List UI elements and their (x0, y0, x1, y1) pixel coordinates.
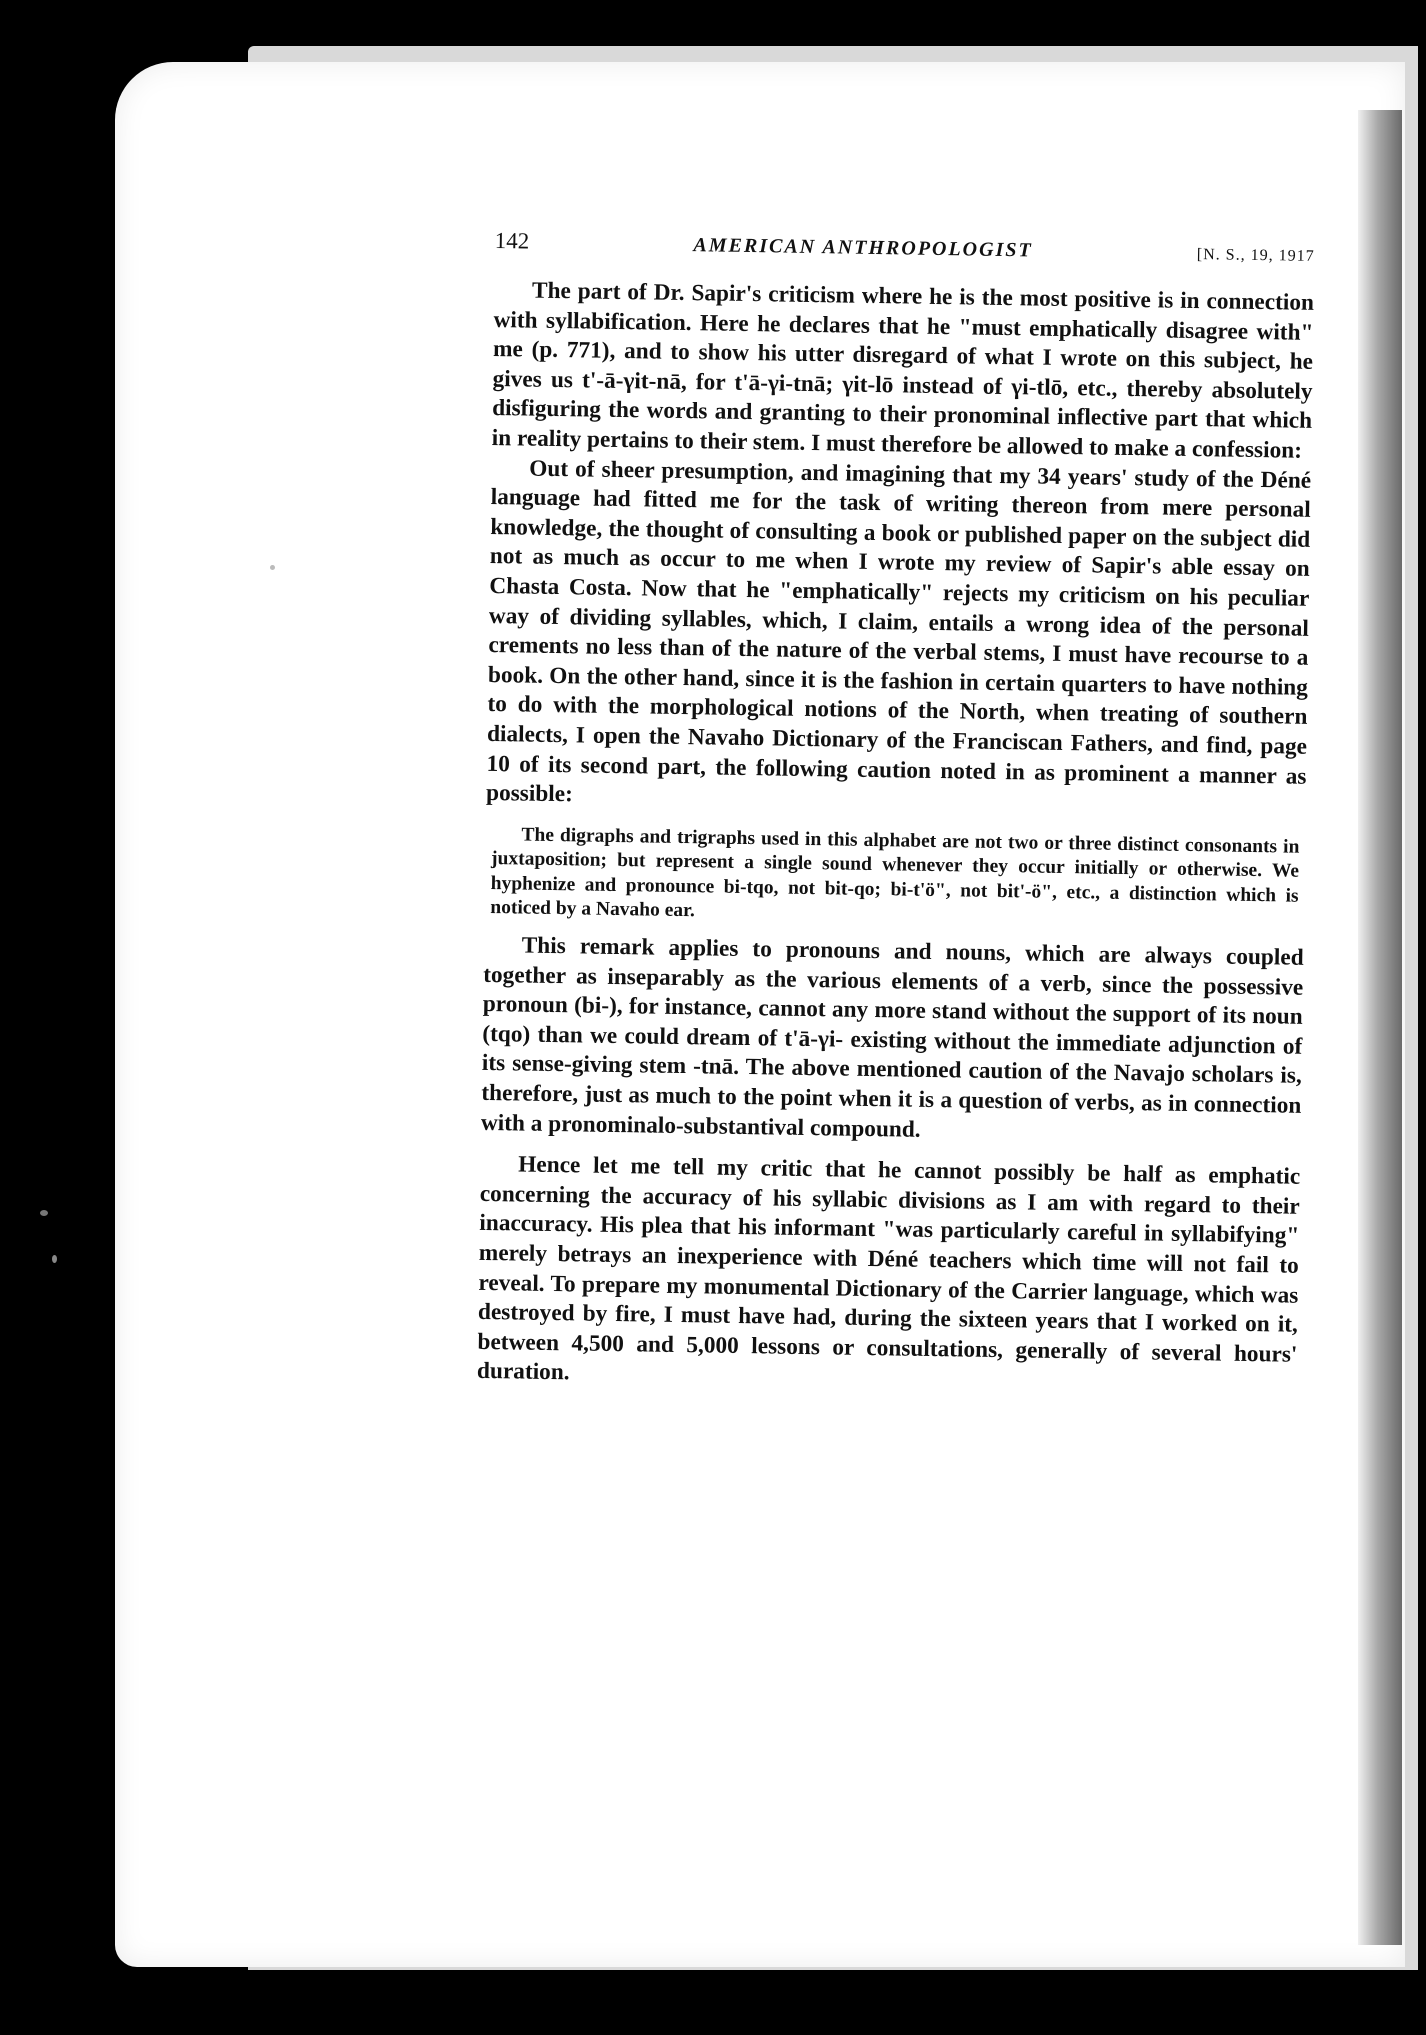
page-edge-shadow (1358, 110, 1402, 1945)
dust-speck (270, 565, 275, 570)
page-number: 142 (494, 228, 530, 254)
paragraph-syllabification: The part of Dr. Sapir's criticism where he is the most positive is in connection with syllabification. Here he declares that he "must emphatically disagree with" me (p. 771), and to show his utter disregard of what I wrote on this subject, he gives us t'-ā-γit-nā, for t'ā-γi-tnā; γit-lō instead of γi-tlō, etc., thereby absolutely disfiguring the words and granting to their pronominal inflective part that which in reality pertains to their stem. I must therefore be allowed to make a confession: (491, 277, 1315, 464)
page-text (477, 228, 1315, 1400)
dust-speck (52, 1255, 57, 1263)
paragraph-pronouns-nouns: This remark applies to pronouns and nouns, which are always coupled together as inseparably as the various elements of a verb, since the possessive pronoun (bi-), for instance, cannot any more stand without the support of its noun (tqo) than we could dream of t'ā-γi- existing without the immediate adjunction of its sense-giving stem -tnā. The above mentioned caution of the Navajo scholars is, therefore, just as much to the point when it is a question of verbs, as in connection with a pronominalo-substantival compound. (480, 932, 1304, 1143)
series-info: [N. S., 19, 1917 (1196, 246, 1315, 265)
block-quote-navaho-dictionary: The digraphs and trigraphs used in this alphabet are not two or three distinct consonants in juxtaposition; but represent a single sound whenever they occur initially or otherwise. We hyphenize and pronounce bi-tqo, not bit-qo; bi-t'ö", not bit'-ö", etc., a distinction which is noticed by a Navaho ear. (490, 824, 1300, 922)
dust-speck (40, 1210, 48, 1216)
journal-title: AMERICAN ANTHROPOLOGIST (693, 234, 1033, 262)
paragraph-critic-reply: Hence let me tell my critic that he cannot possibly be half as emphatic concerning the accuracy of his syllabic divisions as I am with regard to their inaccuracy. His plea that his informant "was particularly careful in syllabifying" merely betrays an inexperience with Déné teachers which time will not fail to reveal. To prepare my monumental Dictionary of the Carrier language, which was destroyed by fire, I must have had, during the sixteen years that I worked on it, between 4,500 and 5,000 lessons or consultations, generally of several hours' duration. (476, 1151, 1301, 1386)
paragraph-confession: Out of sheer presumption, and imagining that my 34 years' study of the Déné language had fitted me for the task of writing thereon from mere personal knowledge, the thought of consulting a book or published paper on the subject did not as much as occur to me when I wrote my review of Sapir's able essay on Chasta Costa. Now that he "emphatically" rejects my criticism on his peculiar way of dividing syllables, which, I claim, entails a wrong idea of the personal crements no less than of the nature of the verbal stems, I must have recourse to a book. On the other hand, since it is the fashion in certain quarters to have nothing to do with the morphological notions of the North, when treating of southern dialects, I open the Navaho Dictionary of the Franciscan Fathers, and find, page 10 of its second part, the following caution noted in as prominent a manner as possible: (485, 455, 1312, 808)
